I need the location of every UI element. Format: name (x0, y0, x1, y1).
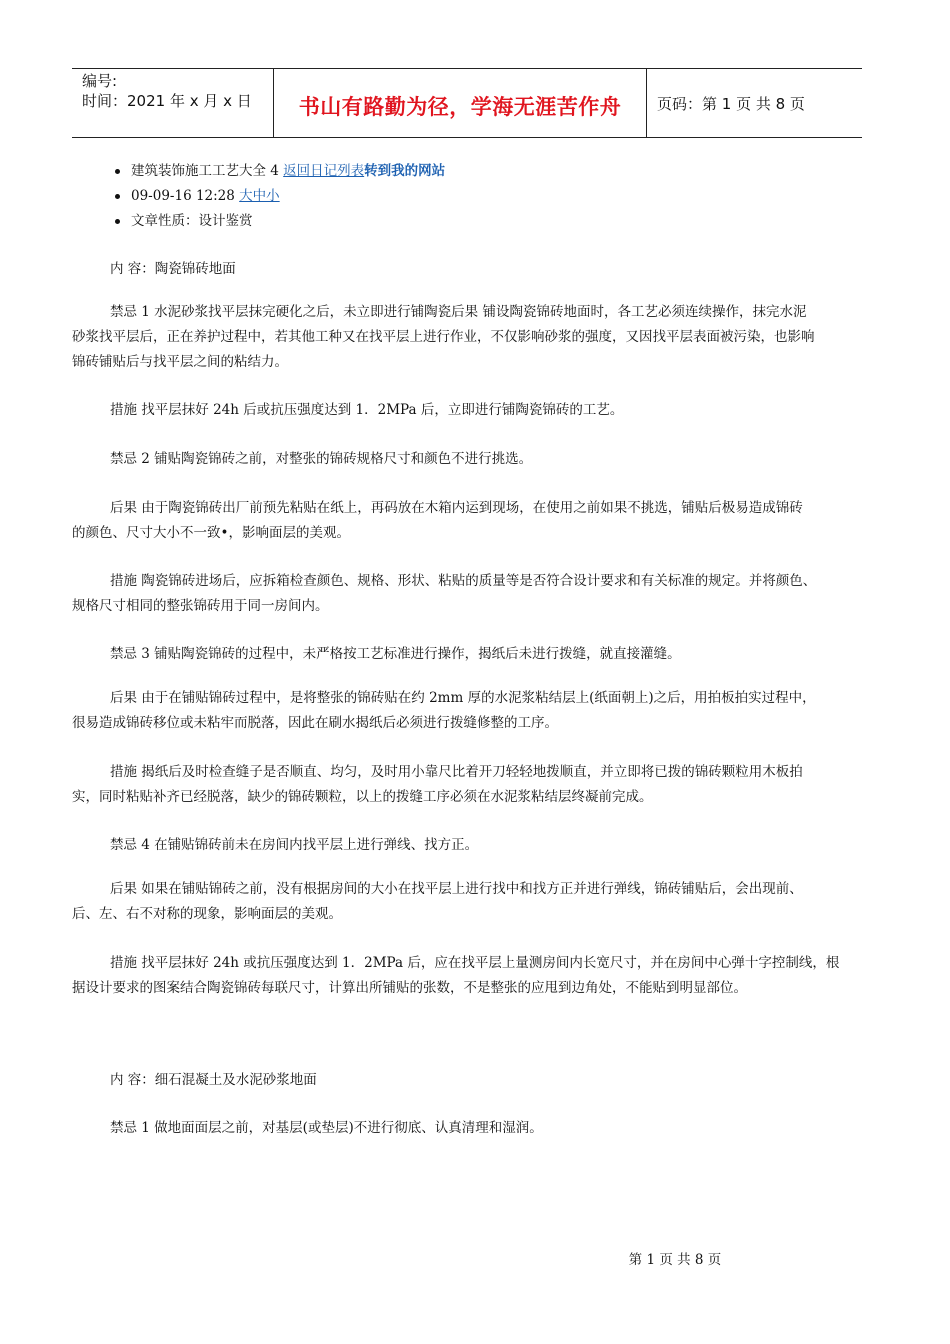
number-label: 编号: (82, 72, 118, 90)
paragraph (72, 447, 862, 472)
paragraph-line: 禁忌 4 在铺贴锦砖前未在房间内找平层上进行弹线、找方正。 (110, 837, 479, 853)
footer-page-number: 第 1 页 共 8 页 (628, 1252, 722, 1268)
paragraph (72, 686, 862, 736)
paragraph-line: 禁忌 3 铺贴陶瓷锦砖的过程中，未严格按工艺标准进行操作，揭纸后未进行拨缝，就直接灌缝。 (110, 646, 681, 662)
paragraph-line: 措施 找平层抹好 24h 或抗压强度达到 1．2MPa 后，应在找平层上量测房间内长宽尺寸，并在房间中心弹十字控制线，根 (110, 955, 840, 971)
paragraph-line: 很易造成锦砖移位或未粘牢而脱落，因此在刷水揭纸后必须进行拨缝修整的工序。 (72, 715, 558, 731)
paragraph-line: 禁忌 2 铺贴陶瓷锦砖之前，对整张的锦砖规格尺寸和颜色不进行挑选。 (110, 451, 533, 467)
motto: 书山有路勤为径，学海无涯苦作舟 (298, 95, 622, 119)
paragraph-line: 内 容：细石混凝土及水泥砂浆地面 (110, 1072, 317, 1088)
paragraph-line: 措施 揭纸后及时检查缝子是否顺直、均匀，及时用小靠尺比着开刀轻轻地拨顺直，并立即将已拨的锦砖颗粒用木板拍 (110, 764, 803, 780)
paragraph-line: 后果 由于在铺贴锦砖过程中，是将整张的锦砖贴在约 2mm 厚的水泥浆粘结层上(纸面朝上)之后，用拍板拍实过程中， (110, 690, 816, 706)
paragraph (72, 1068, 862, 1093)
paragraph-line: 据设计要求的图案结合陶瓷锦砖每联尺寸，计算出所铺贴的张数，不是整张的应甩到边角处，不能贴到明显部位。 (72, 980, 747, 996)
paragraph-line: 实，同时粘贴补齐已经脱落，缺少的锦砖颗粒，以上的拨缝工序必须在水泥浆粘结层终凝前完成。 (72, 789, 653, 805)
paragraph-line: 锦砖铺贴后与找平层之间的粘结力。 (72, 354, 288, 370)
paragraph (72, 569, 862, 619)
paragraph-line: 后果 如果在铺贴锦砖之前，没有根据房间的大小在找平层上进行找中和找方正并进行弹线，锦砖铺贴后，会出现前、 (110, 881, 803, 897)
paragraph (72, 398, 862, 423)
paragraph (72, 760, 862, 810)
paragraph (72, 257, 862, 282)
goto-site-link[interactable]: 转到我的网站 (364, 163, 446, 179)
paragraph-line: 措施 找平层抹好 24h 后或抗压强度达到 1．2MPa 后，立即进行铺陶瓷锦砖的工艺。 (110, 402, 624, 418)
page-footer (0, 1248, 950, 1268)
paragraph (72, 877, 862, 927)
bullet-icon (115, 169, 120, 174)
paragraph-line: 砂浆找平层后，正在养护过程中，若其他工种又在找平层上进行作业，不仅影响砂浆的强度，又因找平层表面被污染，也影响 (72, 329, 815, 345)
article-type: 文章性质：设计鉴赏 (131, 213, 253, 229)
paragraph (72, 951, 862, 1001)
paragraph (72, 642, 862, 667)
bullet-icon (115, 219, 120, 224)
paragraph (72, 833, 862, 858)
paragraph-line: 规格尺寸相同的整张锦砖用于同一房间内。 (72, 598, 329, 614)
font-size-links[interactable]: 大中小 (239, 188, 280, 204)
paragraph-line: 的颜色、尺寸大小不一致•，影响面层的美观。 (72, 525, 350, 541)
header-motto-cell (274, 69, 647, 137)
paragraph-line: 措施 陶瓷锦砖进场后，应拆箱检查颜色、规格、形状、粘贴的质量等是否符合设计要求和有关标准的规定。并将颜色、 (110, 573, 817, 589)
paragraph-line: 后果 由于陶瓷锦砖出厂前预先粘贴在纸上，再码放在木箱内运到现场，在使用之前如果不挑选，铺贴后极易造成锦砖 (110, 500, 803, 516)
document-header (72, 68, 862, 138)
time-label: 时间：2021 年 x 月 x 日 (82, 92, 252, 110)
paragraph-line: 后、左、右不对称的现象，影响面层的美观。 (72, 906, 342, 922)
bullet-icon (115, 194, 120, 199)
header-page-cell (647, 69, 862, 137)
article-datetime: 09-09-16 12:28 (131, 188, 240, 204)
paragraph (72, 300, 862, 375)
back-to-diary-link[interactable]: 返回日记列表 (283, 163, 365, 179)
paragraph (72, 1116, 862, 1141)
paragraph-line: 内 容：陶瓷锦砖地面 (110, 261, 236, 277)
paragraph-line: 禁忌 1 做地面面层之前，对基层(或垫层)不进行彻底、认真清理和湿润。 (110, 1120, 543, 1136)
article-title: 建筑装饰施工工艺大全 4 (131, 163, 284, 179)
header-info-cell (72, 69, 274, 137)
paragraph (72, 496, 862, 546)
paragraph-line: 禁忌 1 水泥砂浆找平层抹完硬化之后，未立即进行铺陶瓷后果 铺设陶瓷锦砖地面时，各工艺必须连续操作，抹完水泥 (110, 304, 807, 320)
page-label: 页码：第 1 页 共 8 页 (657, 95, 805, 113)
